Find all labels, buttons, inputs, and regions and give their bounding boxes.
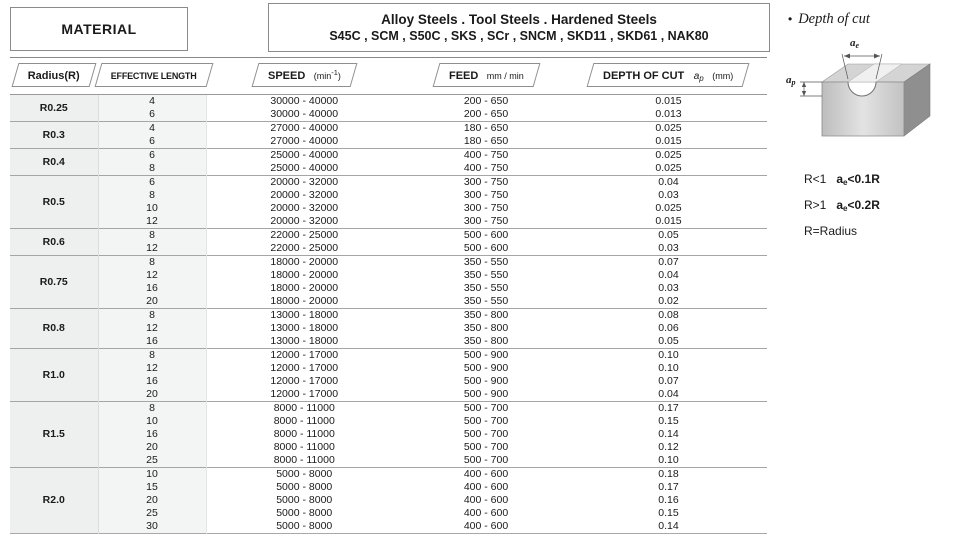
speed-cell: 25000 - 40000 [206,149,402,163]
depth-cell: 0.015 [570,95,767,109]
length-cell: 16 [98,282,206,295]
feed-cell: 500 - 700 [402,441,570,454]
depth-cell: 0.07 [570,375,767,388]
table-row [10,388,767,402]
depth-cell: 0.025 [570,122,767,136]
speed-cell: 5000 - 8000 [206,481,402,494]
feed-cell: 350 - 800 [402,309,570,323]
speed-cell: 13000 - 18000 [206,335,402,349]
speed-cell: 12000 - 17000 [206,362,402,375]
radius-cell: R0.4 [10,149,98,176]
radius-cell: R2.0 [10,468,98,534]
material-steel-types: Alloy Steels . Tool Steels . Hardened Steels [381,12,657,27]
ap-dimension-label: $a_p$ [786,74,796,87]
speed-cell: 18000 - 20000 [206,256,402,270]
material-label-box [10,7,188,51]
feed-cell: 400 - 600 [402,507,570,520]
table-row [10,322,767,335]
note-r-less-than-1: R<1 $a_e<0.1R$ [804,172,880,187]
table-row [10,269,767,282]
table-row [10,375,767,388]
depth-cell: 0.015 [570,215,767,229]
depth-header-unit: (mm) [712,71,734,81]
table-row [10,189,767,202]
table-row [10,229,767,243]
speed-cell: 12000 - 17000 [206,388,402,402]
speed-header-unit: $(\min^{-1})$ [313,68,341,81]
radius-cell: R0.5 [10,176,98,229]
speed-cell: 5000 - 8000 [206,520,402,534]
speed-cell: 5000 - 8000 [206,494,402,507]
speed-cell: 20000 - 32000 [206,202,402,215]
depth-cell: 0.08 [570,309,767,323]
speed-cell: 27000 - 40000 [206,135,402,149]
table-row [10,215,767,229]
depth-cell: 0.025 [570,202,767,215]
depth-cell: 0.02 [570,295,767,309]
feed-cell: 500 - 700 [402,454,570,468]
depth-of-cut-diagram [786,37,952,154]
depth-cell: 0.10 [570,362,767,375]
feed-cell: 350 - 550 [402,256,570,270]
depth-cell: 0.015 [570,135,767,149]
depth-cell: 0.03 [570,189,767,202]
radius-cell: R0.25 [10,95,98,122]
depth-cell: 0.14 [570,428,767,441]
length-cell: 12 [98,269,206,282]
radius-header-label: Radius(R) [27,70,80,82]
speed-cell: 22000 - 25000 [206,242,402,256]
workpiece-illustration [792,42,952,154]
speed-cell: 8000 - 11000 [206,415,402,428]
feed-column-header [402,58,570,95]
speed-cell: 20000 - 32000 [206,189,402,202]
column-header-row [10,58,767,95]
length-cell: 10 [98,468,206,482]
depth-cell: 0.05 [570,335,767,349]
depth-cell: 0.15 [570,415,767,428]
speed-cell: 5000 - 8000 [206,507,402,520]
depth-of-cut-heading [788,10,954,28]
feed-cell: 300 - 750 [402,176,570,190]
ae-dimension-label: $a_e$ [850,37,860,50]
length-cell: 12 [98,322,206,335]
length-cell: 30 [98,520,206,534]
speed-cell: 8000 - 11000 [206,454,402,468]
depth-cell: 0.16 [570,494,767,507]
feed-cell: 500 - 600 [402,229,570,243]
depth-cell: 0.10 [570,454,767,468]
table-row [10,295,767,309]
depth-of-cut-panel [788,10,954,246]
length-cell: 16 [98,375,206,388]
depth-cell: 0.17 [570,402,767,416]
length-cell: 20 [98,388,206,402]
feed-cell: 300 - 750 [402,189,570,202]
depth-cell: 0.18 [570,468,767,482]
radius-cell: R1.5 [10,402,98,468]
feed-cell: 350 - 550 [402,282,570,295]
table-row [10,242,767,256]
speed-column-header [206,58,402,95]
length-cell: 8 [98,229,206,243]
feed-cell: 500 - 900 [402,349,570,363]
feed-cell: 350 - 550 [402,295,570,309]
length-cell: 12 [98,242,206,256]
length-cell: 12 [98,362,206,375]
radius-cell: R0.75 [10,256,98,309]
feed-cell: 300 - 750 [402,215,570,229]
table-row [10,481,767,494]
speed-cell: 20000 - 32000 [206,176,402,190]
length-header-label: EFFECTIVE LENGTH [110,71,197,81]
length-cell: 4 [98,95,206,109]
feed-cell: 500 - 900 [402,362,570,375]
length-cell: 8 [98,349,206,363]
feed-cell: 500 - 900 [402,388,570,402]
table-row [10,122,767,136]
feed-cell: 350 - 550 [402,269,570,282]
length-cell: 12 [98,215,206,229]
feed-header-label: FEED [448,70,478,82]
feed-cell: 500 - 600 [402,242,570,256]
depth-cell: 0.14 [570,520,767,534]
length-cell: 10 [98,415,206,428]
material-steel-grades: S45C , SCM , S50C , SKS , SCr , SNCM , SKD11 , SKD61 , NAK80 [329,29,709,43]
table-row [10,108,767,122]
feed-cell: 500 - 700 [402,415,570,428]
bullet-icon: • [788,12,793,26]
table-row [10,415,767,428]
feed-cell: 400 - 750 [402,162,570,176]
depth-cell: 0.10 [570,349,767,363]
radius-cell: R0.6 [10,229,98,256]
table-row [10,256,767,270]
speed-cell: 18000 - 20000 [206,295,402,309]
table-row [10,428,767,441]
speed-cell: 20000 - 32000 [206,215,402,229]
feed-cell: 400 - 600 [402,520,570,534]
speed-header-label: SPEED [267,70,305,82]
table-row [10,349,767,363]
speed-cell: 8000 - 11000 [206,441,402,454]
depth-cell: 0.06 [570,322,767,335]
speed-cell: 12000 - 17000 [206,349,402,363]
length-cell: 6 [98,108,206,122]
speed-cell: 18000 - 20000 [206,269,402,282]
radius-cell: R0.8 [10,309,98,349]
length-cell: 8 [98,162,206,176]
table-row [10,95,767,109]
depth-of-cut-title: Depth of cut [798,11,870,27]
length-cell: 25 [98,454,206,468]
depth-of-cut-notes [804,168,954,246]
feed-cell: 400 - 600 [402,468,570,482]
note-r-equals-radius: R=Radius [804,224,858,238]
depth-cell: 0.03 [570,242,767,256]
depth-cell: 0.025 [570,149,767,163]
length-cell: 20 [98,441,206,454]
speed-cell: 25000 - 40000 [206,162,402,176]
feed-cell: 500 - 900 [402,375,570,388]
feed-cell: 500 - 700 [402,402,570,416]
speed-cell: 13000 - 18000 [206,309,402,323]
speed-cell: 27000 - 40000 [206,122,402,136]
feed-cell: 200 - 650 [402,95,570,109]
feed-cell: 300 - 750 [402,202,570,215]
table-row [10,402,767,416]
depth-of-cut-column-header [570,58,767,95]
length-cell: 16 [98,428,206,441]
speed-cell: 18000 - 20000 [206,282,402,295]
table-row [10,309,767,323]
speed-cell: 12000 - 17000 [206,375,402,388]
speed-cell: 8000 - 11000 [206,428,402,441]
material-value-box [268,3,770,52]
note-r-greater-than-1: R>1 $a_e<0.2R$ [804,198,880,213]
length-cell: 20 [98,494,206,507]
depth-cell: 0.04 [570,269,767,282]
feed-cell: 400 - 600 [402,481,570,494]
feed-cell: 500 - 700 [402,428,570,441]
length-cell: 8 [98,309,206,323]
table-row [10,454,767,468]
length-cell: 16 [98,335,206,349]
spec-table-body [10,95,767,534]
speed-cell: 30000 - 40000 [206,108,402,122]
table-row [10,520,767,534]
feed-cell: 350 - 800 [402,335,570,349]
speed-cell: 13000 - 18000 [206,322,402,335]
table-row [10,362,767,375]
table-row [10,149,767,163]
feed-cell: 400 - 750 [402,149,570,163]
cutting-conditions-table [10,57,767,534]
table-row [10,507,767,520]
speed-cell: 22000 - 25000 [206,229,402,243]
material-label: MATERIAL [61,21,137,37]
length-cell: 15 [98,481,206,494]
table-row [10,202,767,215]
effective-length-column-header [98,58,206,95]
speed-cell: 5000 - 8000 [206,468,402,482]
radius-cell: R0.3 [10,122,98,149]
length-cell: 4 [98,122,206,136]
depth-header-label: DEPTH OF CUT [603,70,685,82]
table-row [10,282,767,295]
length-cell: 6 [98,149,206,163]
speed-cell: 30000 - 40000 [206,95,402,109]
table-row [10,135,767,149]
feed-header-unit: mm / min [486,71,524,81]
length-cell: 6 [98,176,206,190]
length-cell: 6 [98,135,206,149]
speed-cell: 8000 - 11000 [206,402,402,416]
feed-cell: 350 - 800 [402,322,570,335]
length-cell: 10 [98,202,206,215]
depth-cell: 0.04 [570,176,767,190]
depth-cell: 0.03 [570,282,767,295]
depth-cell: 0.013 [570,108,767,122]
table-row [10,441,767,454]
depth-cell: 0.025 [570,162,767,176]
depth-cell: 0.07 [570,256,767,270]
radius-column-header [10,58,98,95]
length-cell: 8 [98,256,206,270]
length-cell: 25 [98,507,206,520]
table-row [10,335,767,349]
depth-cell: 0.15 [570,507,767,520]
length-cell: 20 [98,295,206,309]
depth-cell: 0.17 [570,481,767,494]
depth-cell: 0.05 [570,229,767,243]
length-cell: 8 [98,189,206,202]
table-row [10,468,767,482]
depth-header-symbol: $a_p$ [694,71,705,83]
length-cell: 8 [98,402,206,416]
depth-cell: 0.12 [570,441,767,454]
table-row [10,494,767,507]
feed-cell: 180 - 650 [402,122,570,136]
radius-cell: R1.0 [10,349,98,402]
feed-cell: 200 - 650 [402,108,570,122]
feed-cell: 180 - 650 [402,135,570,149]
feed-cell: 400 - 600 [402,494,570,507]
table-row [10,176,767,190]
depth-cell: 0.04 [570,388,767,402]
table-row [10,162,767,176]
